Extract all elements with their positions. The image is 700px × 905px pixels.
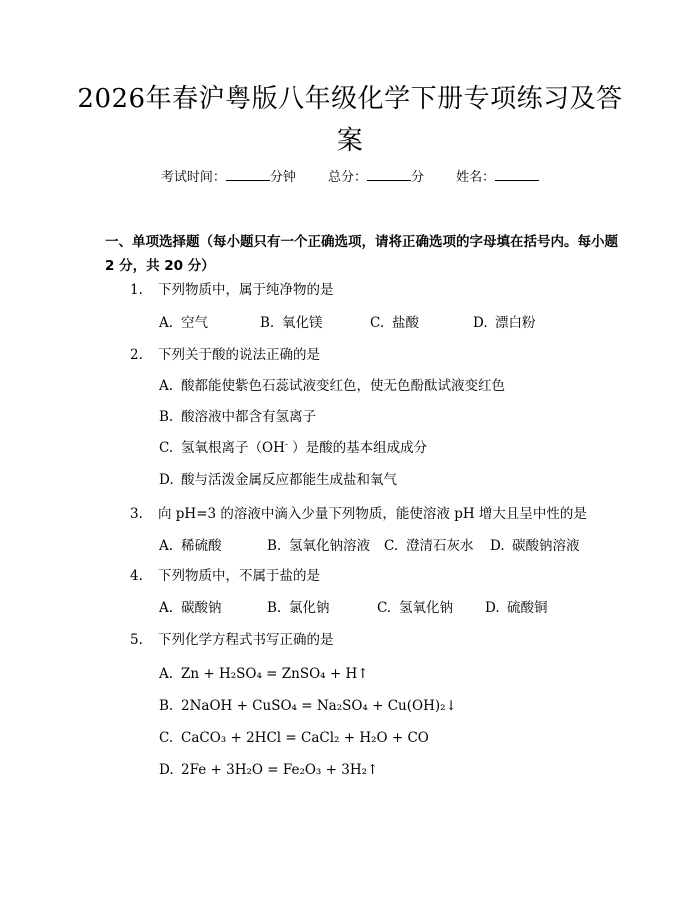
- option-b[interactable]: [267, 536, 370, 556]
- option-equation: Zn + H₂SO₄ = ZnSO₄ + H↑: [181, 666, 369, 682]
- option-text: 酸都能使紫色石蕊试液变红色，使无色酚酞试液变红色: [181, 378, 505, 394]
- option-letter: A.: [159, 378, 174, 394]
- option-text: 碳酸钠溶液: [512, 538, 580, 554]
- option-letter: B.: [267, 538, 282, 554]
- option-text: 稀硫酸: [181, 538, 222, 554]
- option-text: 盐酸: [392, 315, 419, 331]
- option-c[interactable]: [384, 536, 474, 556]
- option-b[interactable]: [159, 696, 457, 716]
- option-d[interactable]: [490, 536, 580, 556]
- option-letter: D.: [473, 315, 488, 331]
- option-letter: A.: [159, 315, 174, 331]
- question-5: [130, 630, 334, 650]
- option-a[interactable]: [159, 598, 222, 618]
- option-letter: C.: [384, 538, 399, 554]
- option-text: 氧化镁: [282, 315, 323, 331]
- option-equation: CaCO₃ + 2HCl = CaCl₂ + H₂O + CO: [181, 730, 429, 746]
- option-a[interactable]: [159, 664, 369, 684]
- question-4: [130, 566, 320, 586]
- option-d[interactable]: [159, 760, 378, 780]
- option-equation: 2NaOH + CuSO₄ = Na₂SO₄ + Cu(OH)₂↓: [181, 698, 457, 714]
- option-letter: B.: [159, 409, 174, 425]
- name-field: [456, 168, 539, 188]
- question-number: 5.: [130, 632, 143, 648]
- option-letter: A.: [159, 538, 174, 554]
- option-text: 氢氧化钠: [399, 600, 453, 616]
- option-letter: C.: [159, 730, 174, 746]
- option-letter: D.: [485, 600, 500, 616]
- section-heading: 一、单项选择题（每小题只有一个正确选项，请将正确选项的字母填在括号内。每小题 2 分，共 20 分）: [105, 234, 618, 274]
- option-text: 酸溶液中都含有氢离子: [181, 409, 316, 425]
- option-equation: 2Fe + 3H₂O = Fe₂O₃ + 3H₂↑: [181, 762, 379, 778]
- option-text: 漂白粉: [495, 315, 536, 331]
- option-c[interactable]: [370, 313, 419, 333]
- option-a[interactable]: [159, 536, 222, 556]
- option-letter: C.: [159, 440, 174, 456]
- name-label: 姓名：: [456, 170, 496, 185]
- option-text-after: ）是酸的基本组成成分: [287, 440, 428, 456]
- option-text: 澄清石灰水: [406, 538, 474, 554]
- option-letter: B.: [159, 698, 174, 714]
- total-score-label: 总分：: [327, 170, 367, 185]
- page-title: 2026年春沪粤版八年级化学下册专项练习及答案: [77, 84, 623, 156]
- option-b[interactable]: [267, 598, 330, 618]
- option-letter: A.: [159, 600, 174, 616]
- question-stem: 向 pH=3 的溶液中滴入少量下列物质，能使溶液 pH 增大且呈中性的是: [158, 506, 587, 522]
- total-score-field: [328, 168, 424, 188]
- option-d[interactable]: [159, 470, 397, 490]
- option-superscript: -: [284, 440, 288, 450]
- option-text-before: 氢氧根离子（OH: [181, 440, 285, 456]
- option-letter: A.: [159, 666, 174, 682]
- option-text: 硫酸铜: [507, 600, 548, 616]
- option-c[interactable]: [377, 598, 453, 618]
- exam-time-blank[interactable]: [226, 168, 270, 181]
- total-score-unit: 分: [411, 170, 425, 185]
- option-c[interactable]: [159, 438, 427, 458]
- question-stem: 下列化学方程式书写正确的是: [158, 632, 334, 648]
- question-stem: 下列物质中，不属于盐的是: [158, 568, 320, 584]
- option-d[interactable]: [485, 598, 548, 618]
- option-text: 酸与活泼金属反应都能生成盐和氧气: [181, 472, 397, 488]
- option-letter: B.: [267, 600, 282, 616]
- question-stem: 下列关于酸的说法正确的是: [158, 347, 320, 363]
- question-2: [130, 345, 320, 365]
- exam-time-unit: 分钟: [269, 170, 296, 185]
- option-text: 空气: [181, 315, 208, 331]
- exam-time-field: [161, 168, 296, 188]
- question-number: 2.: [130, 347, 143, 363]
- option-letter: D.: [159, 472, 174, 488]
- total-score-blank[interactable]: [367, 168, 411, 181]
- option-text: 氯化钠: [289, 600, 330, 616]
- option-letter: D.: [159, 762, 174, 778]
- option-letter: D.: [490, 538, 505, 554]
- exam-time-label: 考试时间：: [160, 170, 226, 185]
- question-number: 4.: [130, 568, 143, 584]
- option-text: 氢氧化钠溶液: [289, 538, 370, 554]
- question-1: [130, 280, 334, 300]
- option-d[interactable]: [473, 313, 536, 333]
- name-blank[interactable]: [495, 168, 539, 181]
- option-b[interactable]: [159, 407, 316, 427]
- option-a[interactable]: [159, 376, 505, 396]
- exam-info-line: [0, 168, 700, 188]
- question-3: [130, 504, 587, 524]
- option-a[interactable]: [159, 313, 208, 333]
- question-number: 1.: [130, 282, 143, 298]
- option-letter: C.: [377, 600, 392, 616]
- option-letter: C.: [370, 315, 385, 331]
- option-b[interactable]: [260, 313, 323, 333]
- option-letter: B.: [260, 315, 275, 331]
- question-stem: 下列物质中，属于纯净物的是: [158, 282, 334, 298]
- question-number: 3.: [130, 506, 143, 522]
- option-c[interactable]: [159, 728, 429, 748]
- option-text: 碳酸钠: [181, 600, 222, 616]
